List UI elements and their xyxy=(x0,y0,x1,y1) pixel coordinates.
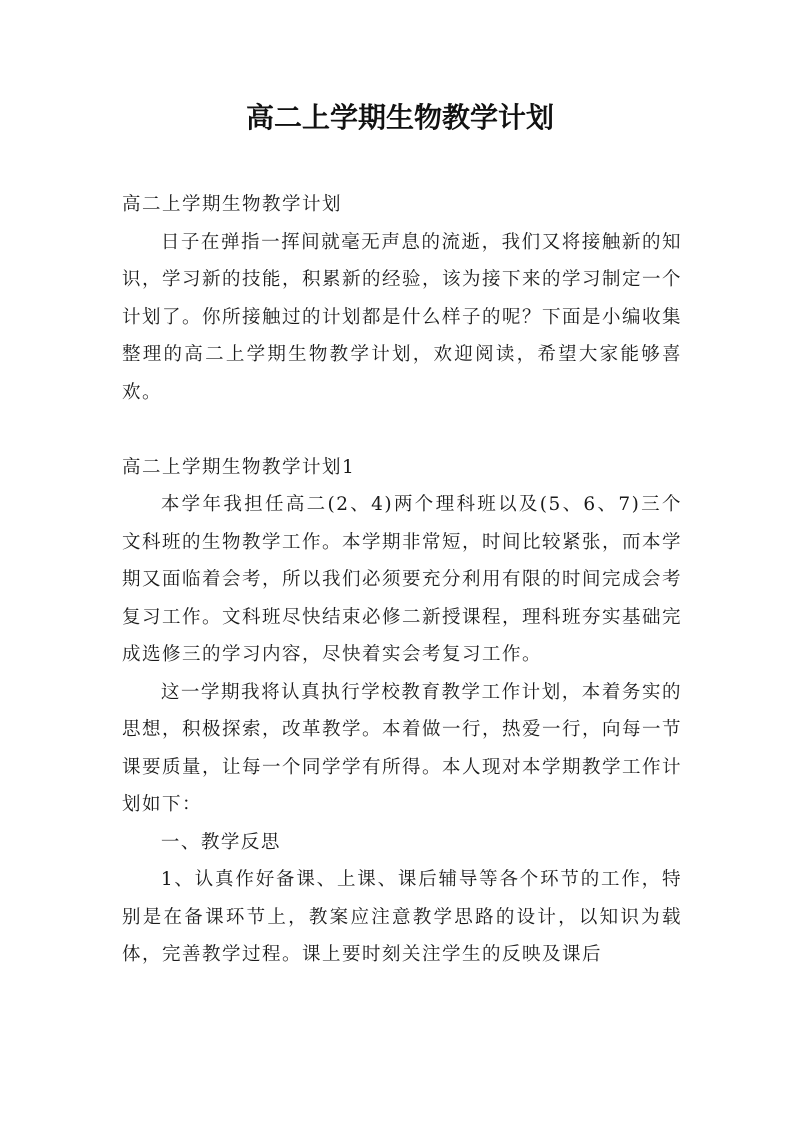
intro-paragraph: 日子在弹指一挥间就毫无声息的流逝，我们又将接触新的知识，学习新的技能，积累新的经验，该为接下来的学习制定一个计划了。你所接触过的计划都是什么样子的呢？下面是小编收集整理的高二上学期生物教学计划，欢迎阅读，希望大家能够喜欢。 xyxy=(122,231,683,403)
section-heading-plan-1: 高二上学期生物教学计划1 xyxy=(122,456,356,478)
section-heading-intro: 高二上学期生物教学计划 xyxy=(122,194,343,215)
document-body xyxy=(122,186,682,974)
body-paragraph: 本学年我担任高二(2、4)两个理科班以及(5、6、7)三个文科班的生物教学工作。本学期非常短，时间比较紧张，而本学期又面临着会考，所以我们必须要充分利用有限的时间完成会考复习工作。文科班尽快结束必修二新授课程，理科班夯实基础完成选修三的学习内容，尽快着实会考复习工作。 xyxy=(122,494,683,665)
document-title: 高二上学期生物教学计划 xyxy=(245,101,554,134)
body-paragraph: 这一学期我将认真执行学校教育教学工作计划，本着务实的思想，积极探索，改革教学。本着做一行，热爱一行，向每一节课要质量，让每一个同学学有所得。本人现对本学期教学工作计划如下： xyxy=(122,681,683,815)
paragraph-gap xyxy=(122,411,682,449)
body-paragraph: 1、认真作好备课、上课、课后辅导等各个环节的工作，特别是在备课环节上，教案应注意教学思路的设计，以知识为载体，完善教学过程。课上要时刻关注学生的反映及课后 xyxy=(122,869,682,965)
subsection-heading: 一、教学反思 xyxy=(160,831,281,853)
